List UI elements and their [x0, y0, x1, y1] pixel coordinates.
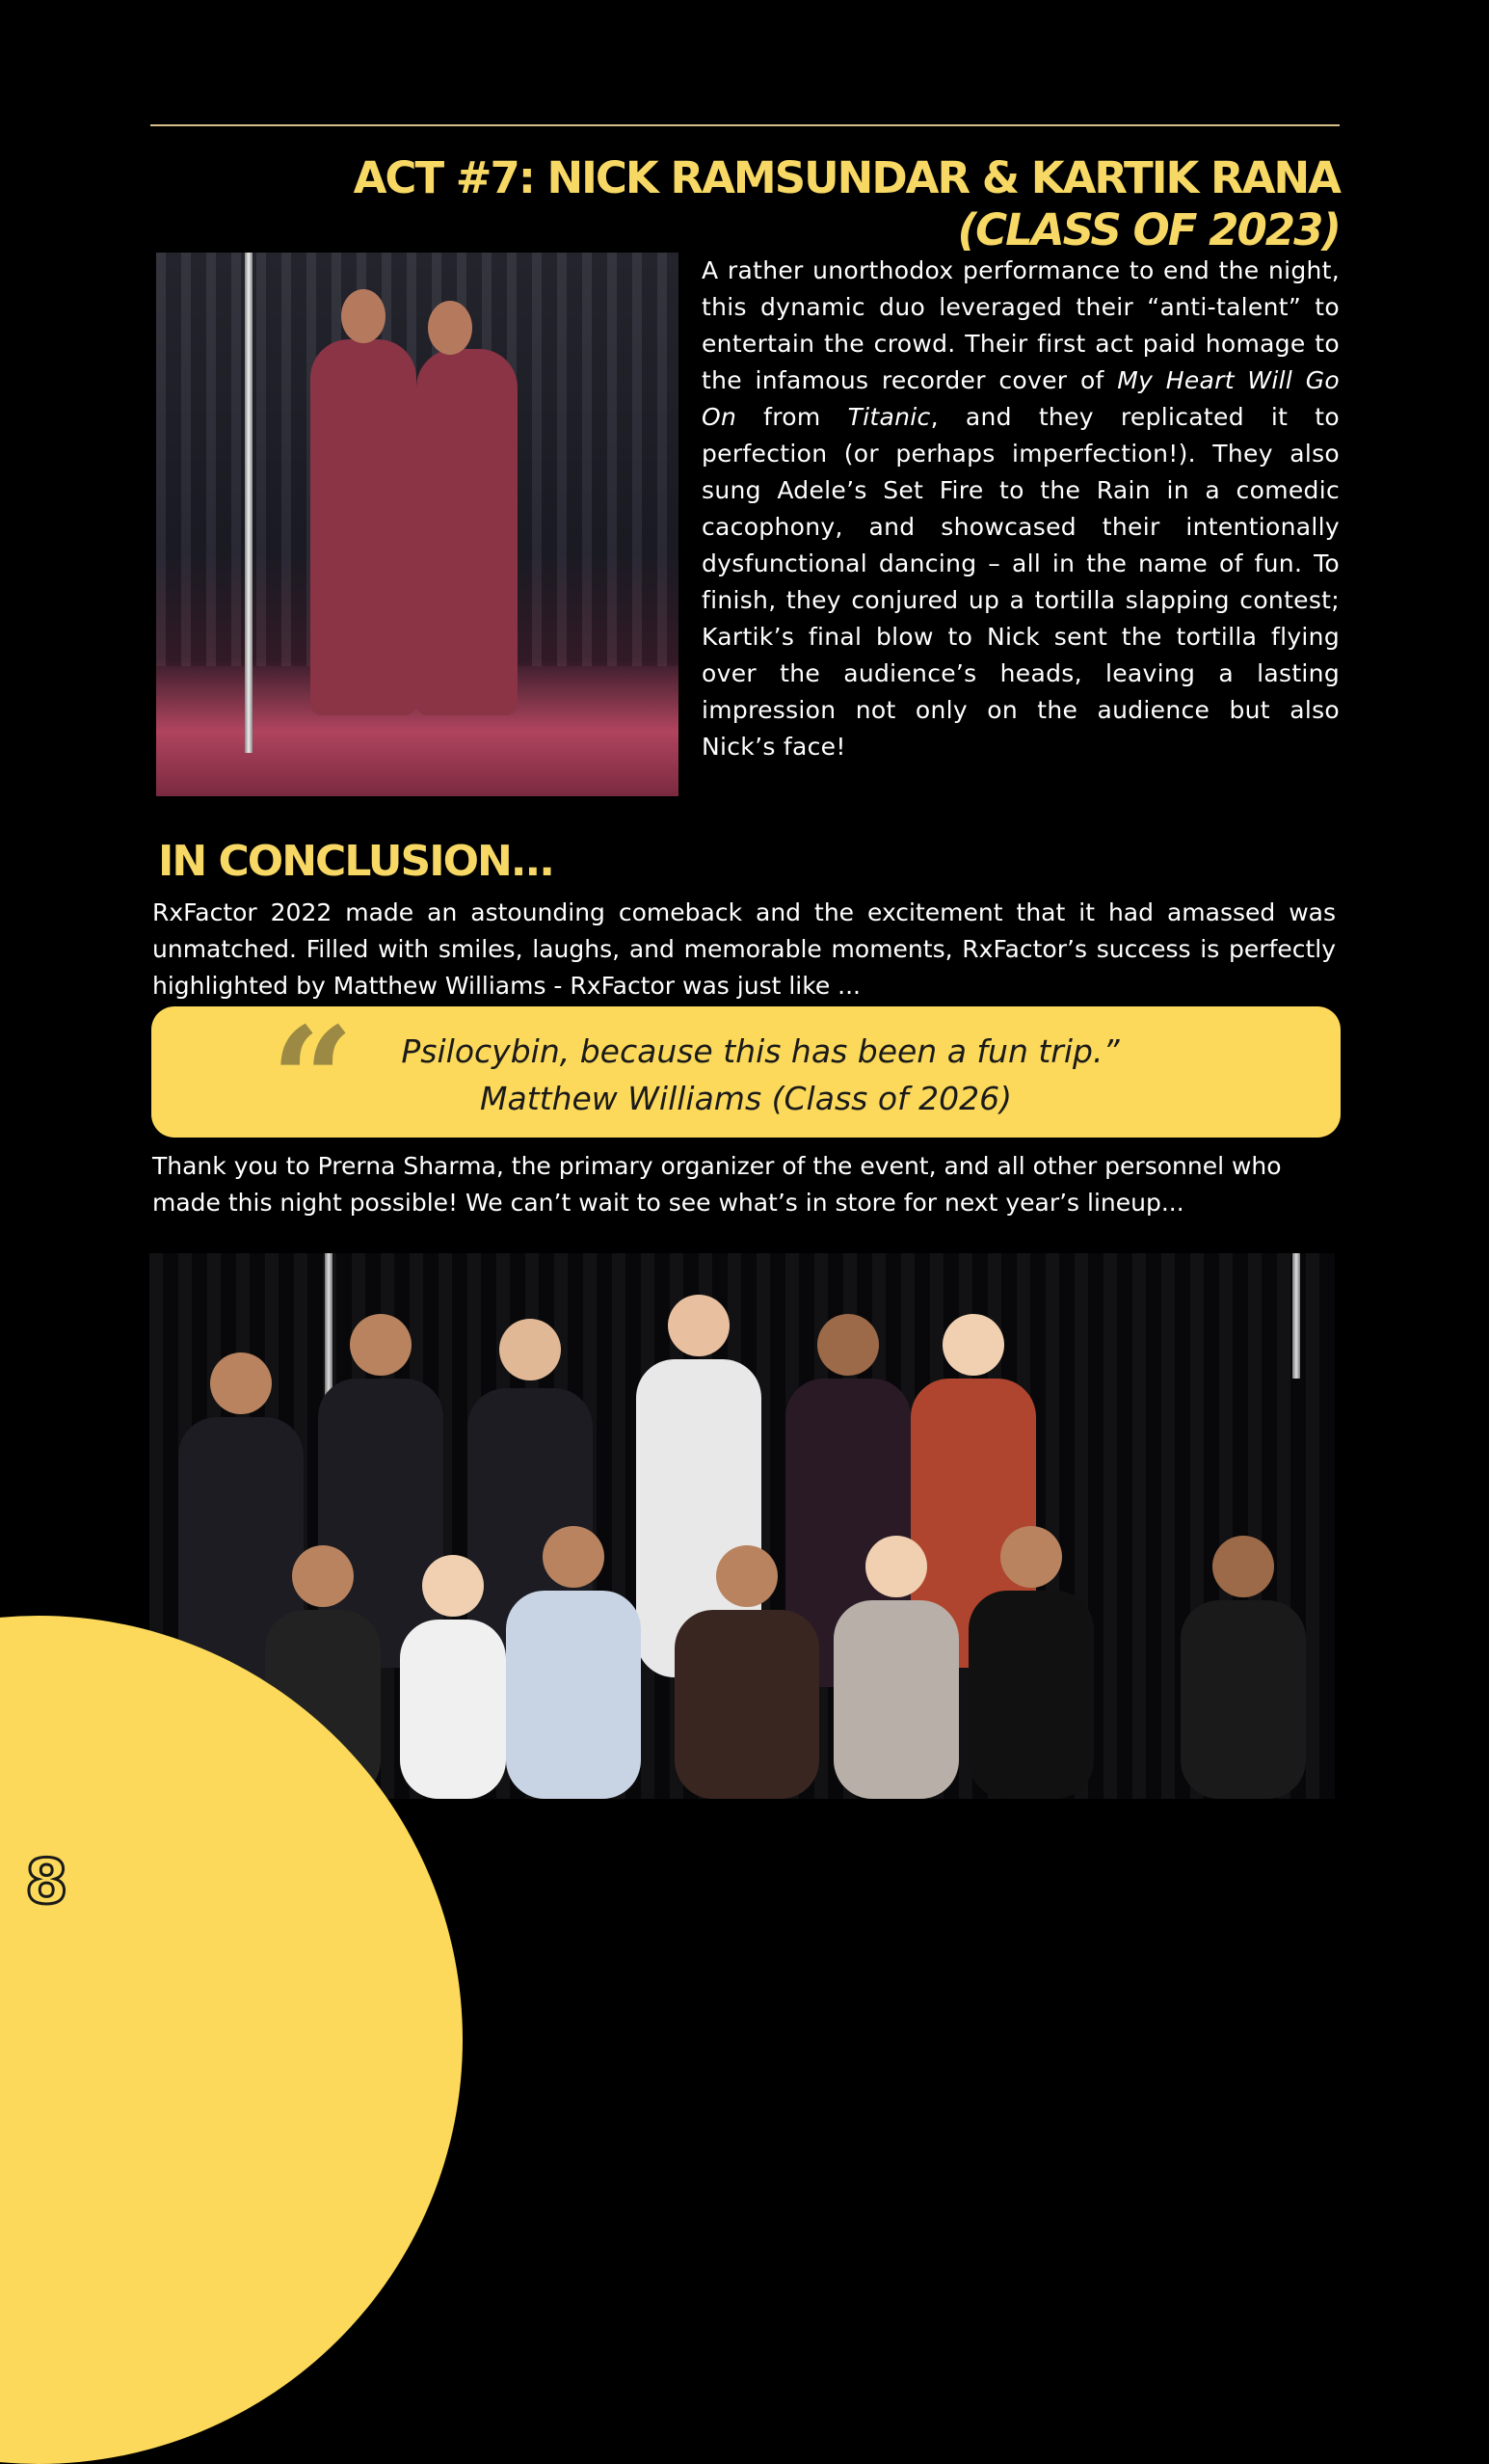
performer-right	[416, 349, 518, 715]
quote-author: Matthew Williams (Class of 2026)	[480, 1080, 1012, 1117]
act-title-line1: ACT #7: NICK RAMSUNDAR & KARTIK RANA	[353, 152, 1340, 203]
performance-photo	[156, 253, 678, 796]
act-description-from: from	[736, 403, 848, 431]
film-title: Titanic	[847, 403, 931, 431]
page-number: 8	[25, 1847, 68, 1918]
song-title: My Heart Will Go On	[702, 366, 1340, 431]
performer-left-head	[341, 289, 386, 343]
act-description-part2: , and they replicated it to perfection (or perhaps imperfection!). They also sung Adele’s Set Fire to the Rain in a comedic cacophony, and showcased their intentionally dysfunctional dancing – all in the name of fun. To finish, they conjured up a tortilla slapping contest; Kartik’s final blow to Nick sent the tortilla flying over the audience’s heads, leaving a lasting impression not only on the audience but also Nick’s face!	[702, 403, 1340, 761]
stage-pole	[245, 253, 253, 753]
act-title	[150, 152, 1340, 256]
act-title-line2: (CLASS OF 2023)	[957, 204, 1340, 255]
thanks-text: Thank you to Prerna Sharma, the primary organizer of the event, and all other personnel who made this night possible! We can’t wait to see what’s in store for next year’s lineup...	[152, 1152, 1282, 1217]
act-description	[702, 253, 1340, 765]
performer-left	[310, 339, 416, 715]
group-photo	[149, 1253, 1335, 1799]
act-description-part1: A rather unorthodox performance to end the night, this dynamic duo leveraged their “anti-talent” to entertain the crowd. Their first act paid homage to the infamous recorder cover of	[702, 256, 1340, 394]
group-people-illustration	[149, 1253, 1335, 1799]
quote-text: Psilocybin, because this has been a fun trip.”	[401, 1032, 1120, 1070]
header-rule	[150, 124, 1340, 126]
quote-box	[151, 996, 1341, 1165]
quote-mark-icon: “	[271, 996, 355, 1165]
conclusion-text: RxFactor 2022 made an astounding comeback and the excitement that it had amassed was unmatched. Filled with smiles, laughs, and memorable moments, RxFactor’s success is perfectly highlighted by Matthew Williams - RxFactor was just like ...	[152, 898, 1336, 1000]
performer-right-head	[428, 301, 472, 355]
conclusion-title: IN CONCLUSION...	[158, 837, 553, 886]
